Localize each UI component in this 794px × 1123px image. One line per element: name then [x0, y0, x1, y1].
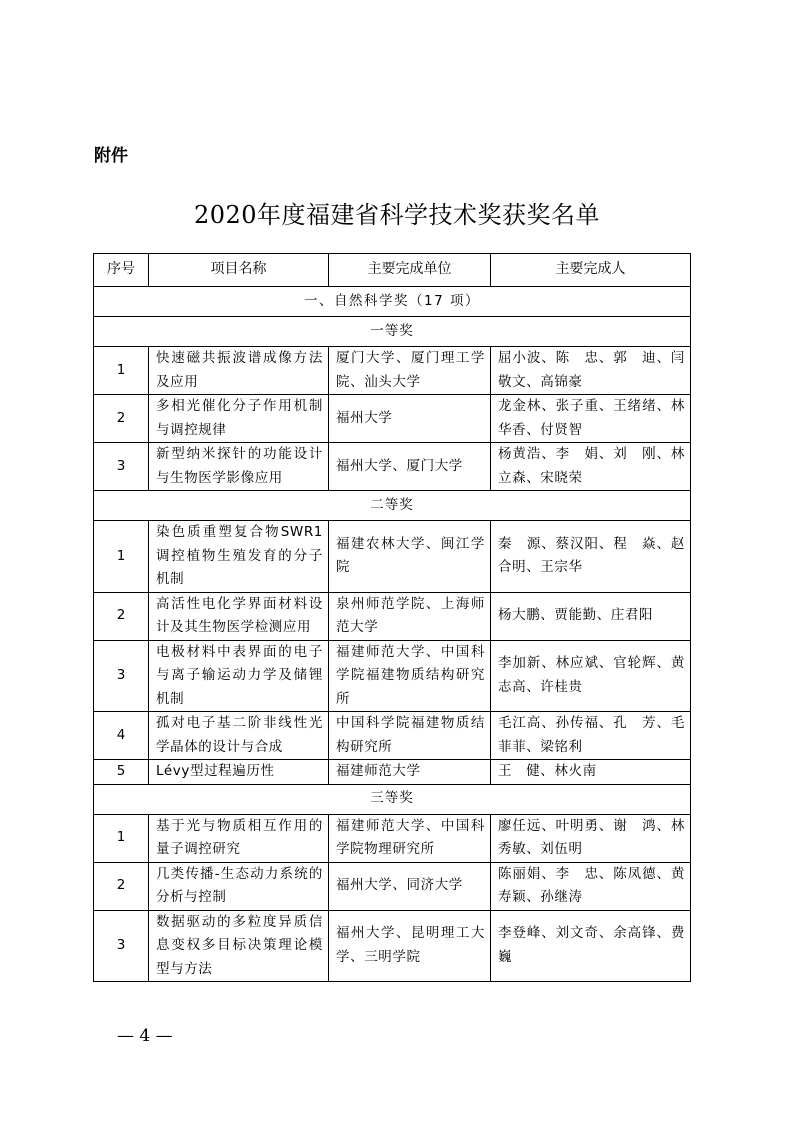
row-project: Lévy型过程遍历性: [149, 760, 329, 785]
row-no: 3: [94, 640, 149, 712]
row-no: 1: [94, 521, 149, 593]
row-no: 4: [94, 712, 149, 760]
row-project: 高活性电化学界面材料设计及其生物医学检测应用: [149, 592, 329, 640]
row-people: 杨黄浩、李 娟、刘 刚、林立森、宋晓荣: [491, 443, 691, 491]
table-row: [94, 712, 691, 760]
row-units: 厦门大学、厦门理工学院、汕头大学: [329, 347, 491, 395]
row-units: 福建农林大学、闽江学院: [329, 521, 491, 593]
row-project: 几类传播-生态动力系统的分析与控制: [149, 862, 329, 910]
row-units: 福建师范大学: [329, 760, 491, 785]
page-number: — 4 —: [117, 1026, 173, 1046]
row-units: 中国科学院福建物质结构研究所: [329, 712, 491, 760]
row-units: 福建师范大学、中国科学院物理研究所: [329, 814, 491, 862]
row-people: 屈小波、陈 忠、郭 迪、闫敬文、高锦豪: [491, 347, 691, 395]
row-no: 3: [94, 443, 149, 491]
row-project: 新型纳米探针的功能设计与生物医学影像应用: [149, 443, 329, 491]
table-row: [94, 395, 691, 443]
row-people: 廖任远、叶明勇、谢 鸿、林秀敏、刘伍明: [491, 814, 691, 862]
row-project: 基于光与物质相互作用的量子调控研究: [149, 814, 329, 862]
header-units: 主要完成单位: [329, 254, 491, 287]
table-row: [94, 862, 691, 910]
row-no: 2: [94, 395, 149, 443]
row-people: 王 健、林火南: [491, 760, 691, 785]
grade-label-second: 二等奖: [94, 491, 691, 521]
row-no: 2: [94, 592, 149, 640]
table-row: [94, 640, 691, 712]
row-units: 福建师范大学、中国科学院福建物质结构研究所: [329, 640, 491, 712]
row-people: 秦 源、蔡汉阳、程 焱、赵合明、王宗华: [491, 521, 691, 593]
table-header-row: [94, 254, 691, 287]
attachment-label: 附件: [94, 146, 128, 166]
row-project: 快速磁共振波谱成像方法及应用: [149, 347, 329, 395]
header-people: 主要完成人: [491, 254, 691, 287]
section-title: 一、自然科学奖（17 项）: [94, 287, 691, 317]
table-row: [94, 443, 691, 491]
document-title: 2020年度福建省科学技术奖获奖名单: [193, 201, 601, 229]
row-project: 多相光催化分子作用机制与调控规律: [149, 395, 329, 443]
table-row: [94, 910, 691, 982]
grade-row: [94, 784, 691, 814]
table-row: [94, 592, 691, 640]
row-no: 1: [94, 347, 149, 395]
header-project: 项目名称: [149, 254, 329, 287]
row-no: 2: [94, 862, 149, 910]
header-no: 序号: [94, 254, 149, 287]
row-project: 孤对电子基二阶非线性光学晶体的设计与合成: [149, 712, 329, 760]
row-people: 龙金林、张子重、王绪绪、林华香、付贤智: [491, 395, 691, 443]
grade-label-first: 一等奖: [94, 317, 691, 347]
row-units: 泉州师范学院、上海师范大学: [329, 592, 491, 640]
row-no: 3: [94, 910, 149, 982]
table-row: [94, 521, 691, 593]
table-row: [94, 760, 691, 785]
row-units: 福州大学、厦门大学: [329, 443, 491, 491]
row-units: 福州大学: [329, 395, 491, 443]
table-row: [94, 347, 691, 395]
row-people: 毛江高、孙传福、孔 芳、毛菲菲、梁铭利: [491, 712, 691, 760]
row-people: 陈丽娟、李 忠、陈凤德、黄寿颖、孙继涛: [491, 862, 691, 910]
row-units: 福州大学、同济大学: [329, 862, 491, 910]
row-people: 李登峰、刘文奇、余高锋、费 巍: [491, 910, 691, 982]
table-row: [94, 814, 691, 862]
section-row: [94, 287, 691, 317]
row-people: 李加新、林应斌、官轮辉、黄志高、许桂贵: [491, 640, 691, 712]
grade-row: [94, 491, 691, 521]
row-project: 染色质重塑复合物SWR1调控植物生殖发育的分子机制: [149, 521, 329, 593]
grade-row: [94, 317, 691, 347]
row-no: 1: [94, 814, 149, 862]
row-project: 电极材料中表界面的电子与离子输运动力学及储锂机制: [149, 640, 329, 712]
row-no: 5: [94, 760, 149, 785]
row-people: 杨大鹏、贾能勤、庄君阳: [491, 592, 691, 640]
award-list-table: [93, 253, 700, 982]
row-project: 数据驱动的多粒度异质信息变权多目标决策理论模型与方法: [149, 910, 329, 982]
grade-label-third: 三等奖: [94, 784, 691, 814]
row-units: 福州大学、昆明理工大学、三明学院: [329, 910, 491, 982]
